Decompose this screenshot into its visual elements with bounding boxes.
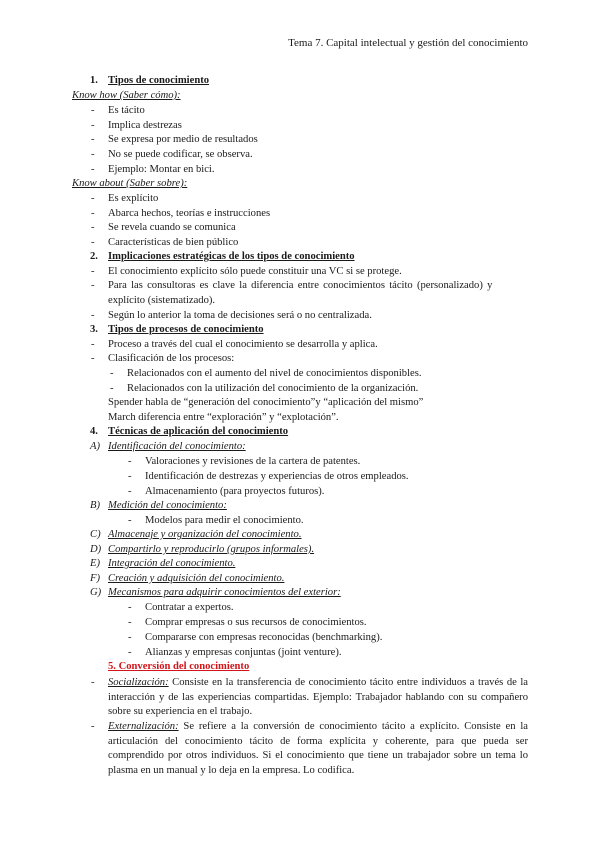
bullet-dash: -: [91, 677, 95, 688]
sub-list-item: Valoraciones y revisiones de la cartera de patentes.: [145, 456, 361, 467]
page-header: Tema 7. Capital intelectual y gestión del conocimiento: [288, 37, 528, 49]
list-item: Ejemplo: Montar en bici.: [108, 164, 215, 175]
socializacion-paragraph: [108, 676, 528, 720]
know-how-heading: Know how (Saber cómo):: [72, 90, 181, 101]
list-item: Para las consultoras es clave la diferencia entre conocimientos tácito (personalizado) y: [108, 280, 493, 291]
list-item: Es tácito: [108, 105, 145, 116]
bullet-dash: -: [91, 310, 95, 321]
bullet-dash: -: [91, 339, 95, 350]
list-item: Se expresa por medio de resultados: [108, 134, 258, 145]
bullet-dash: -: [128, 486, 132, 497]
letter-f: F): [90, 573, 100, 584]
socializacion-label: Socialización:: [108, 677, 169, 688]
bullet-dash: -: [128, 515, 132, 526]
technique-identificacion: Identificación del conocimiento:: [108, 441, 246, 452]
sub-list-item: Modelos para medir el conocimiento.: [145, 515, 304, 526]
externalizacion-paragraph: [108, 720, 528, 778]
section-2-title: Implicaciones estratégicas de los tipos de conocimiento: [108, 251, 355, 262]
technique-creacion: Creación y adquisición del conocimiento.: [108, 573, 285, 584]
list-item: Clasificación de los procesos:: [108, 353, 235, 364]
bullet-dash: -: [110, 383, 114, 394]
note-line: Spender habla de “generación del conocimiento”y “aplicación del mismo”: [108, 397, 424, 408]
bullet-dash: -: [128, 602, 132, 613]
bullet-dash: -: [91, 193, 95, 204]
externalizacion-label: Externalización:: [108, 721, 179, 732]
bullet-dash: -: [91, 120, 95, 131]
list-item: Abarca hechos, teorías e instrucciones: [108, 208, 271, 219]
note-line: March diferencia entre “exploración” y “explotación”.: [108, 412, 339, 423]
letter-g: G): [90, 587, 102, 598]
section-2-number: 2.: [90, 251, 98, 262]
socializacion-text: Consiste en la transferencia de conocimiento tácito entre individuos a través de la interacción y de las experiencias compartidas. Ejemplo: Trabajador hablando con su compañero sobre su experiencia en el trabajo.: [108, 677, 528, 717]
bullet-dash: -: [91, 208, 95, 219]
bullet-dash: -: [128, 632, 132, 643]
letter-e: E): [90, 558, 100, 569]
bullet-dash: -: [91, 280, 95, 291]
bullet-dash: -: [128, 456, 132, 467]
list-item: Implica destrezas: [108, 120, 182, 131]
list-item: No se puede codificar, se observa.: [108, 149, 253, 160]
list-item: Proceso a través del cual el conocimiento se desarrolla y aplica.: [108, 339, 378, 350]
bullet-dash: -: [128, 471, 132, 482]
bullet-dash: -: [91, 721, 95, 732]
list-item: El conocimiento explícito sólo puede constituir una VC si se protege.: [108, 266, 402, 277]
section-4-number: 4.: [90, 426, 98, 437]
sub-list-item: Almacenamiento (para proyectos futuros).: [145, 486, 325, 497]
externalizacion-text: Se refiere a la conversión de conocimiento tácito a explícito. Consiste en la articulación del conocimiento tácito de forma explícita y coherente, para que pueda ser comprendido por otros individuos. Si el conocimiento que tiene un trabajador sobre un tema lo plasma en un manual y lo deja en la empresa. Lo codifica.: [108, 721, 528, 776]
letter-a: A): [90, 441, 100, 452]
bullet-dash: -: [91, 134, 95, 145]
sub-list-item: Relacionados con la utilización del conocimiento de la organización.: [127, 383, 419, 394]
know-about-heading: Know about (Saber sobre):: [72, 178, 188, 189]
technique-mecanismos: Mecanismos para adquirir conocimientos del exterior:: [108, 587, 341, 598]
section-1-number: 1.: [90, 75, 98, 86]
bullet-dash: -: [110, 368, 114, 379]
sub-list-item: Compararse con empresas reconocidas (benchmarking).: [145, 632, 383, 643]
letter-d: D): [90, 544, 102, 555]
bullet-dash: -: [91, 237, 95, 248]
bullet-dash: -: [91, 266, 95, 277]
list-item: Según lo anterior la toma de decisiones será o no centralizada.: [108, 310, 372, 321]
section-1-title: Tipos de conocimiento: [108, 75, 210, 86]
technique-medicion: Medición del conocimiento:: [108, 500, 227, 511]
technique-compartir: Compartirlo y reproducirlo (grupos informales).: [108, 544, 315, 555]
technique-integracion: Integración del conocimiento.: [108, 558, 236, 569]
section-3-title: Tipos de procesos de conocimiento: [108, 324, 264, 335]
list-item: Se revela cuando se comunica: [108, 222, 236, 233]
sub-list-item: Contratar a expertos.: [145, 602, 234, 613]
letter-b: B): [90, 500, 100, 511]
sub-list-item: Identificación de destrezas y experiencias de otros empleados.: [145, 471, 409, 482]
section-4-title: Técnicas de aplicación del conocimiento: [108, 426, 289, 437]
bullet-dash: -: [91, 149, 95, 160]
bullet-dash: -: [128, 617, 132, 628]
sub-list-item: Relacionados con el aumento del nivel de conocimientos disponibles.: [127, 368, 422, 379]
section-3-number: 3.: [90, 324, 98, 335]
list-item-continued: explícito (sistematizado).: [108, 295, 216, 306]
bullet-dash: -: [91, 105, 95, 116]
technique-almacenaje: Almacenaje y organización del conocimiento.: [108, 529, 302, 540]
bullet-dash: -: [91, 353, 95, 364]
sub-list-item: Alianzas y empresas conjuntas (joint venture).: [145, 647, 342, 658]
bullet-dash: -: [128, 647, 132, 658]
list-item: Características de bien público: [108, 237, 239, 248]
section-5-title: 5. Conversión del conocimiento: [108, 661, 250, 672]
bullet-dash: -: [91, 164, 95, 175]
bullet-dash: -: [91, 222, 95, 233]
list-item: Es explícito: [108, 193, 159, 204]
letter-c: C): [90, 529, 101, 540]
sub-list-item: Comprar empresas o sus recursos de conocimientos.: [145, 617, 367, 628]
